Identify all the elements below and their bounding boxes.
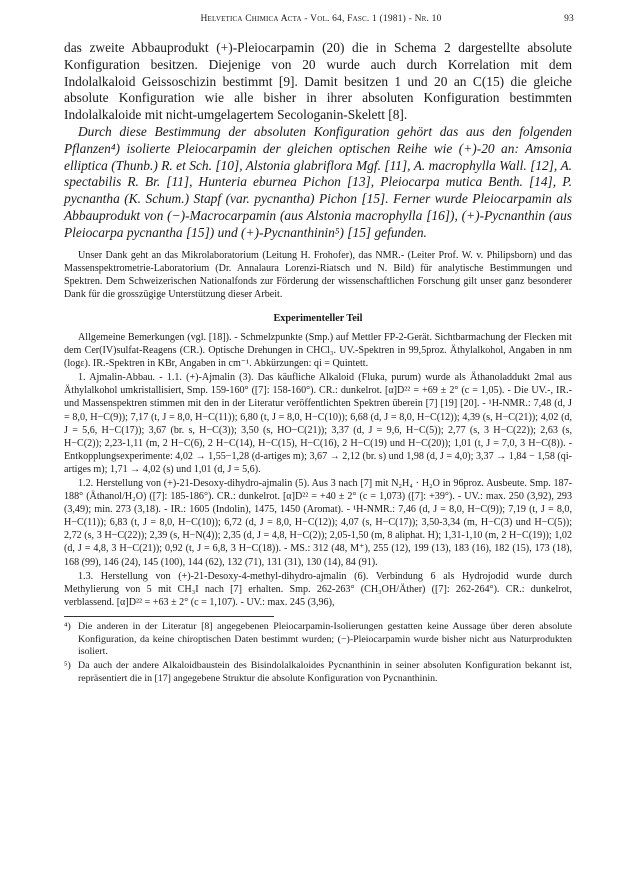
footnote-marker: ⁴): [64, 620, 71, 632]
page-number: 93: [564, 14, 574, 24]
journal-citation: Helvetica Chimica Acta - Vol. 64, Fasc. 1 (1981) - Nr. 10: [200, 14, 442, 24]
paragraph-configuration: das zweite Abbauprodukt (+)-Pleiocarpamin (20) die in Schema 2 dargestellte absolute Konfiguration besitzen. Diejenige von 20 wurde auch durch Korrelation mit dem Indolalkaloid Geissoschizin bestimmt [9]. Damit besitzen 1 und 20 an C(15) die gleiche absolute Konfiguration wie alle bisher in ihrer absoluten Konfiguration bestimmten Indolalkaloide mit nicht-umgelagertem Secologanin-Skelett [8].: [64, 40, 572, 123]
paragraph-general-remarks: Allgemeine Bemerkungen (vgl. [18]). - Schmelzpunkte (Smp.) auf Mettler FP-2-Gerät. Sichtbarmachung der Flecken mit dem Cer(IV)sulfat-Reagens (CR.). Optische Drehungen in CHCl₃. UV.-Spektren in 99,5proz. Äthylalkohol, Angaben in nm (logε). IR.-Spektren in KBr, Angaben in cm⁻¹. Abkürzungen: qi = Quintett.: [64, 331, 572, 370]
footnote-text: Die anderen in der Literatur [8] angegebenen Pleiocarpamin-Isolierungen gestatten keine Aussage über deren absolute Konfiguration, da keine chiroptischen Daten bestimmt wurden; (−)-Pleiocarpamin wurde bisher nicht aus Naturprodukten isoliert.: [78, 620, 572, 658]
paragraph-acknowledgements: Unser Dank geht an das Mikrolaboratorium (Leitung H. Frohofer), das NMR.- (Leiter Prof. W. v. Philipsborn) und das Massenspektrometrie-Laboratorium (Dr. Annalaura Lorenzi-Riatsch und N. Bild) für analytische Bestimmungen und Spektren. Dem Schweizerischen Nationalfonds zur Förderung der wissenschaftlichen Forschung gilt unser ganz besonderer Dank für die grosszügige Unterstützung dieser Arbeit.: [64, 249, 572, 300]
article-body: [64, 40, 572, 686]
running-header: [68, 14, 574, 30]
footnote: [64, 621, 572, 659]
footnote-divider: [64, 616, 274, 617]
paragraph-methyl-dihydro-ajmalin: 1.3. Herstellung von (+)-21-Desoxy-4-methyl-dihydro-ajmalin (6). Verbindung 6 als Hydrojodid wurde durch Methylierung von 5 mit CH₃I nach [7] erhalten. Smp. 262-263° (CH₃OH/Äther) ([7]: 262-264°). CR.: dunkelrot, verblassend. [α]D²² = +63 ± 2° (c = 1,107). - UV.: max. 245 (3,96),: [64, 570, 572, 608]
section-title-experimental: Experimenteller Teil: [273, 312, 363, 324]
paragraph-ajmalin-degradation: 1. Ajmalin-Abbau. - 1.1. (+)-Ajmalin (3). Das käufliche Alkaloid (Fluka, purum) wurde als Äthanoladdukt 2mal aus Äthylalkohol umkristallisiert, Smp. 159-160° ([7]: 158-160°). CR.: dunkelrot. [α]D²² = +69 ± 2° (c = 1,05). - Die UV.-, IR.- und Massenspektren stimmen mit den in der Literatur veröffentlichten Spektren überein [7] [19] [20]. - ¹H-NMR.: 7,48 (d, J = 8,0, H−C(9)); 7,17 (t, J = 8,0, H−C(11)); 6,80 (t, J = 8,0, H−C(10)); 6,68 (d, J = 8,0, H−C(12)); 4,39 (s, H−C(21)); 4,02 (d, J = 5,6, H−C(17)); 3,67 (br. s, H−C(3)); 3,50 (s, HO−C(21)); 3,37 (d, J = 9,6, H−C(5)); 2,77 (s, 3 H−C(22)); 2,63 (s, H−C(2)); 2,23-1,11 (m, 2 H−C(6), 2 H−C(14), H−C(15), H−C(16), 2 H−C(19) und H−C(20)); 1,01 (t, J = 7,0, 3 H−C(8)). - Entkopplungsexperimente: 4,02 → 1,55−1,28 (d-artiges m); 3,67 → 2,12 (br. s) und 1,98 (d, J = 4,0); 3,37 → 1,84 − 1,58 (qi-artiges m); 1,71 → 4,02 (s) und 1,01 (d, J = 5,6).: [64, 372, 572, 475]
footnote: [64, 660, 572, 685]
footnote-marker: ⁵): [64, 660, 71, 672]
paragraph-plant-sources: Durch diese Bestimmung der absoluten Konfiguration gehört das aus den folgenden Pflanzen⁴) isolierte Pleiocarpamin der gleichen optischen Reihe wie (+)-20 an: Amsonia elliptica (Thunb.) R. et Sch. [10], Alstonia glabriflora Mgf. [11], A. macrophylla Wall. [12], A. spectabilis R. Br. [11], Hunteria eburnea Pichon [13], Pleiocarpa mutica Benth. [14], P. pycnantha (K. Schum.) Stapf (var. pycnantha) Pichon [15]. Ferner wurde Pleiocarpamin als Abbauprodukt von (−)-Macrocarpamin (aus Alstonia macrophylla [16]), (+)-Pycnanthin (aus Pleiocarpa pycnantha [15]) und (+)-Pycnanthinin⁵) [15] gefunden.: [64, 123, 572, 240]
footnote-text: Da auch der andere Alkaloidbaustein des Bisindolalkaloides Pycnanthinin in seiner absoluten Konfiguration bekannt ist, repräsentiert die in [17] angegebene Struktur die absolute Konfiguration von Pycnanthinin.: [78, 660, 572, 684]
paragraph-desoxy-dihydro-ajmalin: 1.2. Herstellung von (+)-21-Desoxy-dihydro-ajmalin (5). Aus 3 nach [7] mit N₂H₄ · H₂O in 96proz. Ausbeute. Smp. 187-188° (Äthanol/H₂O) ([7]: 185-186°). CR.: dunkelrot. [α]D²² = +40 ± 2° (c = 1,073) ([7]: +39°). - UV.: max. 250 (3,92), 293 (3,49); min. 273 (3,18). - IR.: 1605 (Indolin), 1475, 1450 (Aromat). - ¹H-NMR.: 7,46 (d, J = 8,0, H−C(9)); 7,19 (t, J = 8,0, H−C(11)); 6,83 (t, J = 8,0, H−C(10)); 6,72 (d, J = 8,0, H−C(12)); 4,07 (s, H−C(17)); 3,50-3,34 (m, H−C(3) und H−C(5)); 2,72 (s, 3 H−C(22)); 2,39 (s, H−N(4)); 2,35 (d, J = 4,8, H−C(2)); 2,05-1,50 (m, 8 aliphat. H); 1,31-1,10 (m, 2 H−C(19)); 1,02 (d, J = 4,8, 3 H−C(21)); 0,92 (t, J = 6,8, 3 H−C(18)). - MS.: 312 (48, M⁺), 255 (12), 199 (13), 183 (16), 182 (15), 173 (18), 168 (99), 146 (24), 145 (100), 144 (62), 132 (71), 131 (31), 130 (14), 84 (91).: [64, 477, 572, 568]
